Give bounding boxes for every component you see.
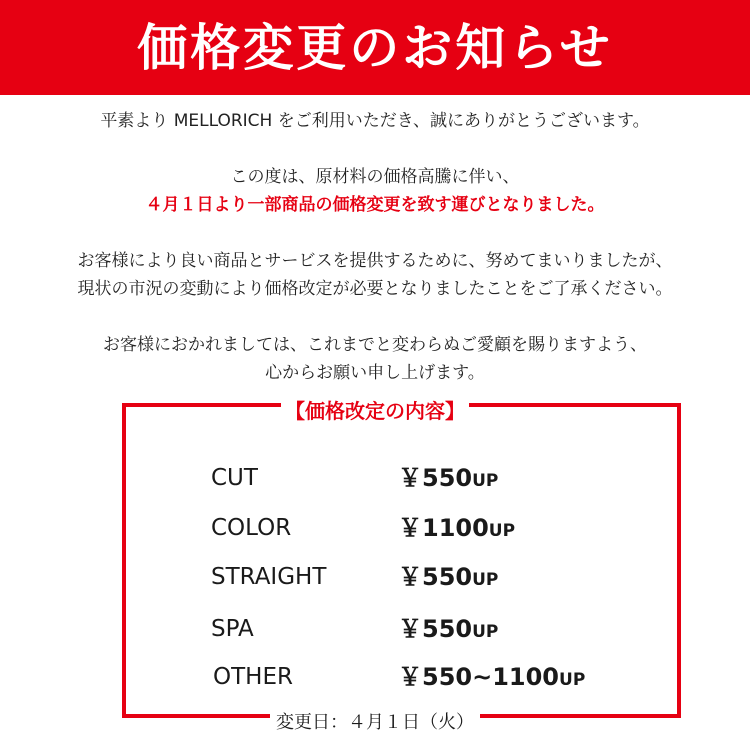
header-banner — [0, 0, 750, 95]
price-item-value: ￥550UP — [398, 464, 499, 492]
explanation-text-2: 現状の市況の変動により価格改定が必要となりましたことをご了承ください。 — [77, 279, 673, 299]
explanation-text-1: お客様により良い商品とサービスを提供するために、努めてまいりましたが、 — [77, 251, 673, 271]
reason-text: この度は、原材料の価格高騰に伴い、 — [230, 167, 520, 187]
price-item-value: ￥550UP — [398, 615, 499, 643]
greeting-text: 平素より MELLORICH をご利用いただき、誠にありがとうございます。 — [100, 111, 650, 131]
price-row-straight — [0, 559, 750, 595]
price-item-value: ￥550~1100UP — [398, 663, 586, 691]
price-row-other — [0, 659, 750, 695]
price-row-color — [0, 510, 750, 546]
price-item-name: COLOR — [211, 515, 292, 541]
price-item-name: OTHER — [213, 664, 293, 690]
price-row-cut — [0, 460, 750, 496]
closing-text-1: お客様におかれましては、これまでと変わらぬご愛顧を賜りますよう、 — [103, 335, 647, 355]
price-item-value: ￥550UP — [398, 563, 499, 591]
announcement-text: ４月１日より一部商品の価格変更を致す運びとなりました。 — [145, 195, 605, 215]
change-date: 変更日：４月１日（火） — [270, 708, 480, 738]
price-item-name: CUT — [211, 465, 258, 491]
price-box-title: 【価格改定の内容】 — [281, 396, 469, 426]
price-item-name: SPA — [211, 616, 254, 642]
price-item-name: STRAIGHT — [211, 564, 327, 590]
price-item-value: ￥1100UP — [398, 514, 516, 542]
page-title: 価格変更のお知らせ — [137, 18, 613, 77]
price-row-spa — [0, 611, 750, 647]
closing-text-2: 心からお願い申し上げます。 — [265, 363, 485, 383]
